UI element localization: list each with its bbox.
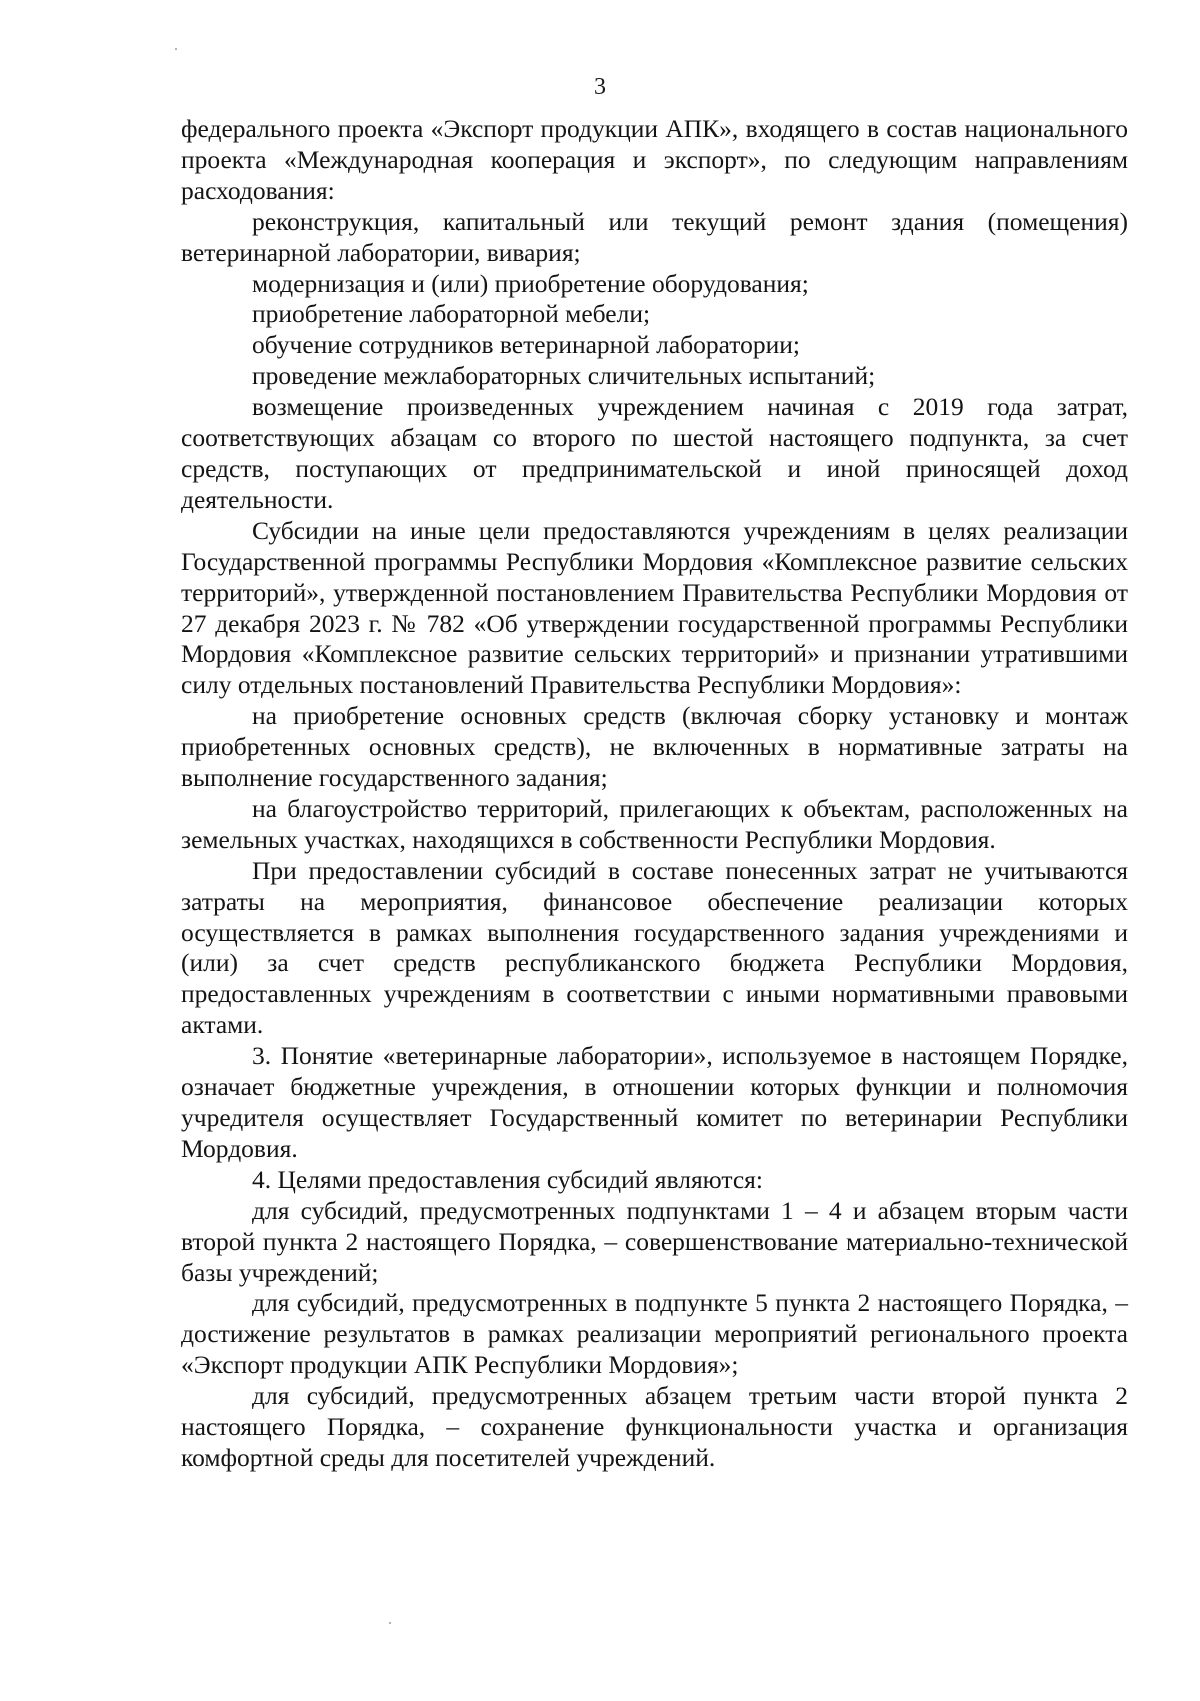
paragraph: 4. Целями предоставления субсидий являются: <box>252 1164 763 1194</box>
paragraph: При предоставлении субсидий в составе понесенных затрат не учитываются затраты на мероприятия, финансовое обеспечение реализации которых осуществляется в рамках выполнения государственного задания учреждениями и (или) за счет средств республиканского бюджета Республики Мордовия, предоставленных учреждениям в соответствии с иными нормативными правовыми актами. <box>181 855 1128 1040</box>
page-number: 3 <box>594 74 606 100</box>
paragraph: приобретение лабораторной мебели; <box>252 299 651 329</box>
paragraph: обучение сотрудников ветеринарной лаборатории; <box>252 330 800 360</box>
paragraph: возмещение произведенных учреждением начиная с 2019 года затрат, соответствующих абзацам со второго по шестой настоящего подпункта, за счет средств, поступающих от предпринимательской и иной приносящей доход деятельности. <box>181 392 1128 514</box>
document-body <box>181 114 1128 1474</box>
paragraph: для субсидий, предусмотренных подпунктами 1 – 4 и абзацем вторым части второй пункта 2 настоящего Порядка, – совершенствование материально-технической базы учреждений; <box>181 1195 1128 1287</box>
paragraph: 3. Понятие «ветеринарные лаборатории», используемое в настоящем Порядке, означает бюджетные учреждения, в отношении которых функции и полномочия учредителя осуществляет Государственный комитет по ветеринарии Республики Мордовия. <box>181 1041 1128 1163</box>
paragraph: модернизация и (или) приобретение оборудования; <box>252 268 809 298</box>
paragraph: для субсидий, предусмотренных абзацем третьим части второй пункта 2 настоящего Порядка, – сохранение функциональности участка и организация комфортной среды для посетителей учреждений. <box>181 1381 1128 1472</box>
paragraph: реконструкция, капитальный или текущий ремонт здания (помещения) ветеринарной лаборатории, вивария; <box>181 206 1128 267</box>
scan-speck <box>389 1622 391 1624</box>
scan-speck <box>175 48 177 50</box>
paragraph: для субсидий, предусмотренных в подпункте 5 пункта 2 настоящего Порядка, – достижение результатов в рамках реализации мероприятий регионального проекта «Экспорт продукции АПК Республики Мордовия»; <box>181 1288 1128 1380</box>
paragraph: Субсидии на иные цели предоставляются учреждениям в целях реализации Государственной программы Республики Мордовия «Комплексное развитие сельских территорий», утвержденной постановлением Правительства Республики Мордовия от 27 декабря 2023 г. № 782 «Об утверждении государственной программы Республики Мордовия «Комплексное развитие сельских территорий» и признании утратившими силу отдельных постановлений Правительства Республики Мордовия»: <box>181 515 1128 700</box>
paragraph: федерального проекта «Экспорт продукции АПК», входящего в состав национального проекта «Международная кооперация и экспорт», по следующим направлениям расходования: <box>181 114 1128 205</box>
paragraph: на приобретение основных средств (включая сборку установку и монтаж приобретенных основных средств), не включенных в нормативные затраты на выполнение государственного задания; <box>181 701 1128 793</box>
paragraph: проведение межлабораторных сличительных испытаний; <box>252 361 876 391</box>
paragraph: на благоустройство территорий, прилегающих к объектам, расположенных на земельных участках, находящихся в собственности Республики Мордовия. <box>181 793 1128 854</box>
